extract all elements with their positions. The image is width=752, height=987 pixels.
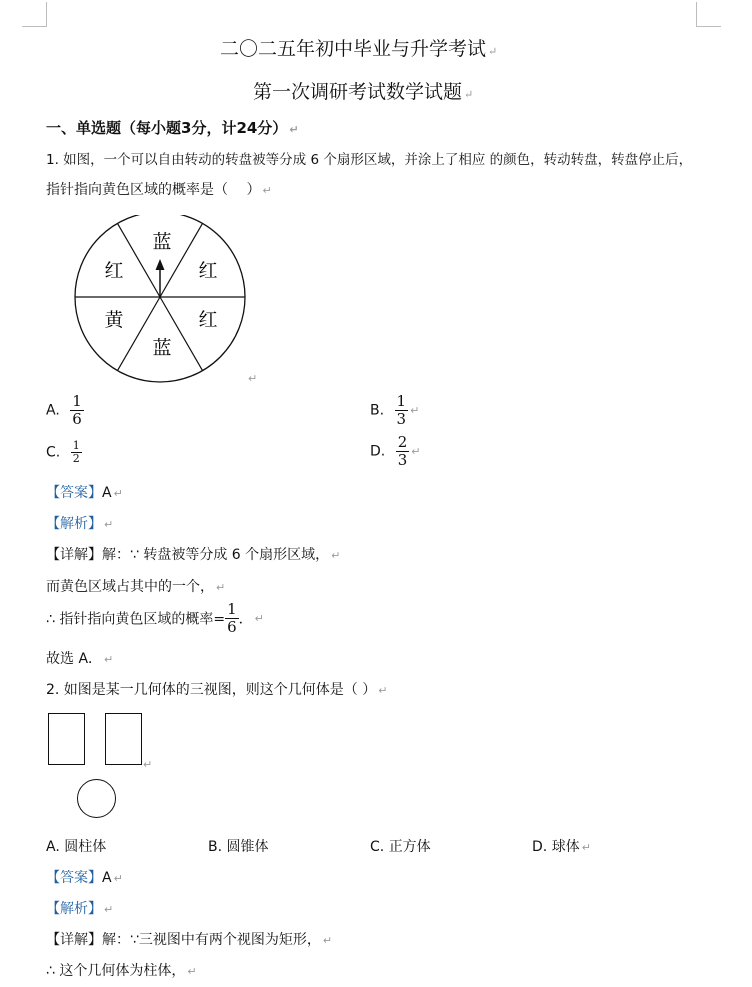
document-title bbox=[220, 34, 497, 61]
return-mark-icon: ↵ bbox=[254, 612, 264, 625]
q2-detail-line2 bbox=[46, 960, 197, 980]
crop-mark-top-right bbox=[696, 2, 721, 27]
sector-label-lower-left: 黄 bbox=[104, 309, 124, 331]
option-label: A. bbox=[46, 402, 60, 419]
return-mark-icon: ↵ bbox=[187, 965, 197, 978]
q2-option-b[interactable] bbox=[208, 836, 269, 856]
return-mark-icon: ↵ bbox=[289, 123, 299, 136]
option-fraction bbox=[396, 434, 410, 469]
q1-stem-line2 bbox=[46, 179, 272, 199]
option-text: 圆柱体 bbox=[64, 839, 107, 855]
fraction-denominator: 6 bbox=[72, 410, 82, 428]
q2-analysis bbox=[46, 898, 113, 918]
sector-label-upper-left: 红 bbox=[104, 260, 124, 282]
detail-tag: 【详解】 bbox=[46, 932, 102, 948]
q1-option-a[interactable] bbox=[46, 393, 84, 428]
fraction-numerator: 1 bbox=[227, 600, 237, 618]
q1-conclusion bbox=[46, 648, 113, 668]
return-mark-icon: ↵ bbox=[581, 841, 591, 854]
fraction-numerator: 1 bbox=[72, 439, 80, 452]
return-mark-icon: ↵ bbox=[143, 758, 153, 771]
return-mark-icon: ↵ bbox=[331, 549, 341, 562]
sector-label-lower-right: 红 bbox=[198, 309, 218, 331]
option-label: A. bbox=[46, 839, 60, 855]
section-heading bbox=[46, 117, 299, 138]
detail-tag: 【详解】 bbox=[46, 547, 102, 563]
option-text: 正方体 bbox=[388, 839, 431, 855]
side-view-rectangle bbox=[105, 713, 142, 765]
fraction-numerator: 1 bbox=[396, 392, 407, 410]
q1-option-c[interactable] bbox=[46, 440, 82, 465]
q1-option-d[interactable] bbox=[370, 434, 420, 469]
sector-label-bottom: 蓝 bbox=[152, 337, 172, 359]
pointer-arrowhead-icon bbox=[156, 259, 165, 270]
fraction-numerator: 1 bbox=[72, 392, 82, 410]
q1-detail-line2 bbox=[46, 576, 225, 596]
q2-option-c[interactable] bbox=[370, 836, 431, 856]
return-mark-icon: ↵ bbox=[104, 518, 114, 531]
return-mark-icon: ↵ bbox=[113, 872, 123, 885]
top-view-circle bbox=[77, 779, 116, 818]
q2-stem bbox=[46, 679, 387, 699]
option-fraction bbox=[71, 440, 82, 465]
detail-text: ∴ 这个几何体为柱体， bbox=[46, 963, 186, 979]
analysis-tag: 【解析】 bbox=[46, 901, 102, 917]
option-label: D. bbox=[532, 839, 548, 855]
return-mark-icon: ↵ bbox=[262, 184, 272, 197]
title-line1-text: 二〇二五年初中毕业与升学考试 bbox=[220, 38, 487, 60]
return-mark-icon: ↵ bbox=[216, 581, 226, 594]
return-mark-icon: ↵ bbox=[410, 404, 420, 417]
fraction-denominator: 2 bbox=[72, 452, 80, 465]
fraction-denominator: 3 bbox=[396, 410, 407, 428]
front-view-rectangle bbox=[48, 713, 85, 765]
analysis-tag: 【解析】 bbox=[46, 516, 102, 532]
option-label: C. bbox=[370, 839, 385, 855]
return-mark-icon: ↵ bbox=[113, 487, 123, 500]
q2-option-a[interactable] bbox=[46, 836, 106, 856]
q2-stem-text: 2. 如图是某一几何体的三视图，则这个几何体是（ ） bbox=[46, 682, 377, 698]
option-text: 圆锥体 bbox=[226, 839, 269, 855]
q1-analysis bbox=[46, 513, 113, 533]
return-mark-icon: ↵ bbox=[464, 88, 474, 101]
detail-fraction bbox=[225, 601, 239, 636]
answer-value: A bbox=[102, 485, 112, 501]
option-fraction bbox=[70, 393, 84, 428]
q2-answer bbox=[46, 867, 123, 887]
section-heading-text: 一、单选题（每小题3分，计24分） bbox=[46, 119, 288, 137]
document-subtitle bbox=[253, 77, 473, 104]
sector-label-upper-right: 红 bbox=[198, 260, 218, 282]
fraction-denominator: 6 bbox=[227, 618, 237, 636]
option-label: C. bbox=[46, 444, 61, 461]
return-mark-icon: ↵ bbox=[104, 653, 114, 666]
option-label: D. bbox=[370, 443, 386, 460]
crop-mark-top-left bbox=[22, 2, 47, 27]
title-line2-text: 第一次调研考试数学试题 bbox=[253, 81, 463, 103]
return-mark-icon: ↵ bbox=[248, 372, 258, 385]
fraction-numerator: 2 bbox=[397, 433, 408, 451]
option-text: 球体 bbox=[551, 839, 580, 855]
sector-label-top: 蓝 bbox=[152, 231, 172, 253]
q2-detail-line1 bbox=[46, 929, 332, 949]
q2-option-d[interactable] bbox=[532, 836, 591, 856]
option-label: B. bbox=[208, 839, 223, 855]
return-mark-icon: ↵ bbox=[378, 684, 388, 697]
q1-detail-line1 bbox=[46, 544, 340, 564]
q1-stem-line1: 1. 如图，一个可以自由转动的转盘被等分成 6 个扇形区域，并涂上了相应 的颜色，转动转盘，转盘停止后， bbox=[46, 152, 693, 168]
conclusion-text: 故选 A． bbox=[46, 651, 103, 667]
option-label: B. bbox=[370, 402, 385, 419]
return-mark-icon: ↵ bbox=[104, 903, 114, 916]
answer-value: A bbox=[102, 870, 112, 886]
detail-text: 而黄色区域占其中的一个， bbox=[46, 579, 214, 595]
q1-answer bbox=[46, 482, 123, 502]
answer-tag: 【答案】 bbox=[46, 485, 102, 501]
answer-tag: 【答案】 bbox=[46, 870, 102, 886]
q1-stem-line2-text: 指针指向黄色区域的概率是（ ） bbox=[46, 182, 261, 198]
detail-text: ∴ 指针指向黄色区域的概率= bbox=[46, 611, 226, 628]
q1-option-b[interactable] bbox=[370, 393, 419, 428]
return-mark-icon: ↵ bbox=[322, 934, 333, 947]
fraction-denominator: 3 bbox=[397, 451, 408, 469]
return-mark-icon: ↵ bbox=[411, 445, 421, 458]
detail-text: 解：∵ 转盘被等分成 6 个扇形区域， bbox=[102, 547, 330, 563]
option-fraction bbox=[395, 393, 409, 428]
return-mark-icon: ↵ bbox=[488, 45, 498, 58]
detail-suffix: ． bbox=[238, 611, 253, 628]
q1-detail-line3 bbox=[46, 601, 264, 636]
spinner-figure bbox=[68, 215, 258, 395]
detail-text: 解：∵三视图中有两个视图为矩形， bbox=[102, 932, 321, 948]
